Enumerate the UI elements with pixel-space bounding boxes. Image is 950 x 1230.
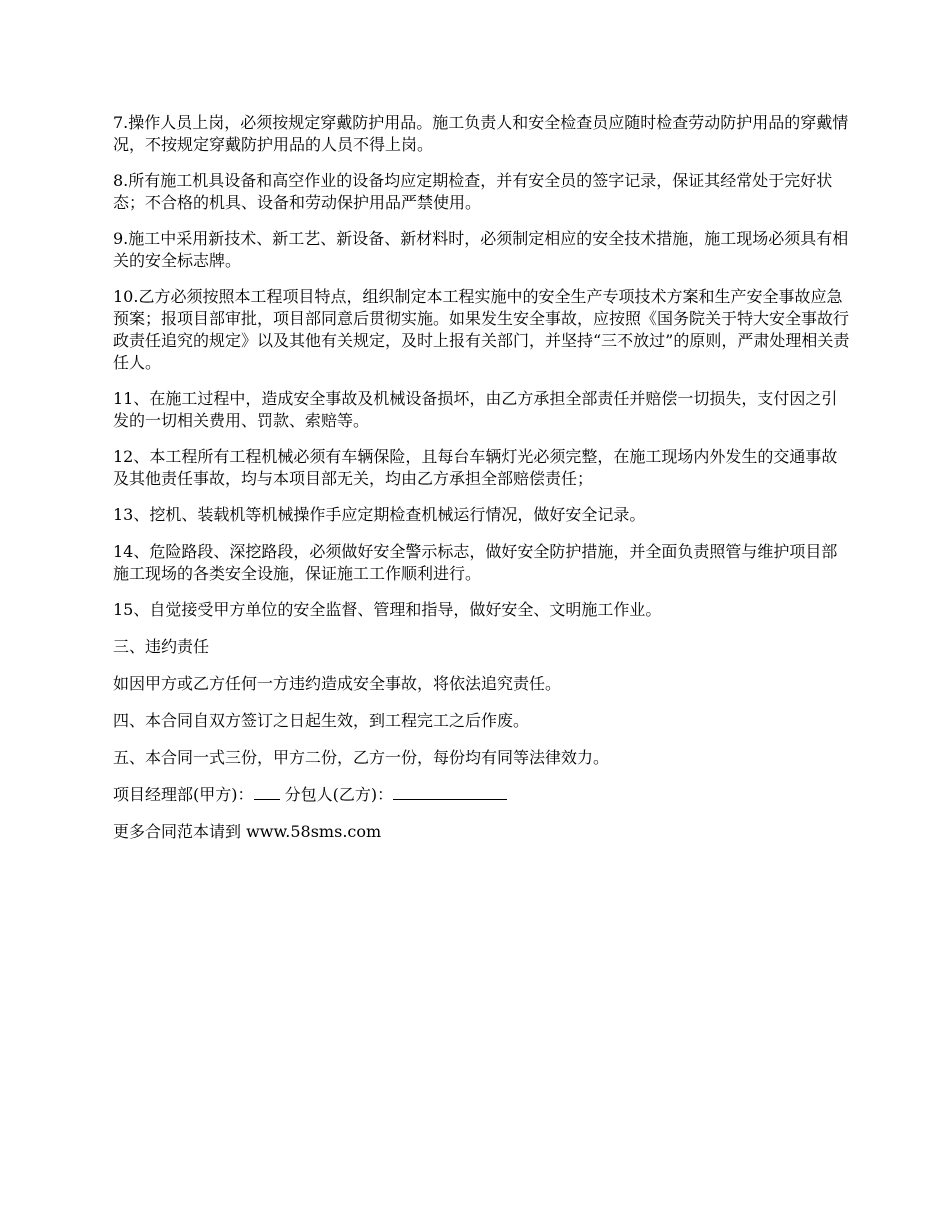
party-a-signature-blank [254,785,280,800]
signature-line [113,784,853,806]
clause-7: 7.操作人员上岗，必须按规定穿戴防护用品。施工负责人和安全检查员应随时检查劳动防护用品的穿戴情况，不按规定穿戴防护用品的人员不得上岗。 [113,113,849,154]
clause-11: 11、在施工过程中，造成安全事故及机械设备损坏，由乙方承担全部责任并赔偿一切损失，支付因之引发的一切相关费用、罚款、索赔等。 [113,389,838,430]
party-b-label: 分包人(乙方)： [279,785,394,804]
footer-note: 更多合同范本请到 www.58sms.com [113,822,382,841]
clause-15: 15、自觉接受甲方单位的安全监督、管理和指导，做好安全、文明施工作业。 [113,600,662,619]
document-body [113,112,853,858]
clause-12: 12、本工程所有工程机械必须有车辆保险，且每台车辆灯光必须完整，在施工现场内外发生的交通事故及其他责任事故，均与本项目部无关，均由乙方承担全部赔偿责任； [113,447,838,488]
clause-9: 9.施工中采用新技术、新工艺、新设备、新材料时，必须制定相应的安全技术措施，施工现场必须具有相关的安全标志牌。 [113,229,849,270]
clause-14: 14、危险路段、深挖路段，必须做好安全警示标志，做好安全防护措施，并全面负责照管与维护项目部施工现场的各类安全设施，保证施工工作顺利进行。 [113,542,838,583]
party-a-label: 项目经理部(甲方)： [113,785,254,804]
section-heading-breach: 三、违约责任 [113,637,210,656]
section-copies: 五、本合同一式三份，甲方二份，乙方一份，每份均有同等法律效力。 [113,748,610,767]
party-b-signature-blank [393,785,507,800]
clause-8: 8.所有施工机具设备和高空作业的设备均应定期检查，并有安全员的签字记录，保证其经常处于完好状态；不合格的机具、设备和劳动保护用品严禁使用。 [113,171,833,212]
breach-liability-text: 如因甲方或乙方任何一方违约造成安全事故，将依法追究责任。 [113,674,562,693]
section-effective-date: 四、本合同自双方签订之日起生效，到工程完工之后作废。 [113,711,530,730]
clause-13: 13、挖机、装载机等机械操作手应定期检查机械运行情况，做好安全记录。 [113,505,646,524]
clause-10: 10.乙方必须按照本工程项目特点，组织制定本工程实施中的安全生产专项技术方案和生产安全事故应急预案；报项目部审批，项目部同意后贯彻实施。如果发生安全事故，应按照《国务院关于特大安全事故行政责任追究的规定》以及其他有关规定，及时上报有关部门，并坚持“三不放过”的原则，严肃处理相关责任人。 [113,287,850,372]
